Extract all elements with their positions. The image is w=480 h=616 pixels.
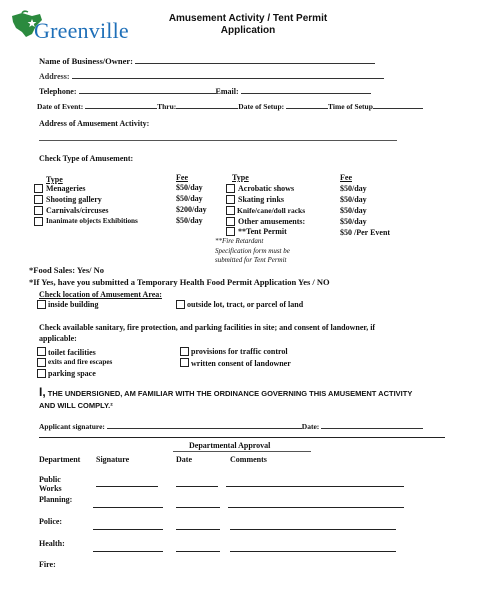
telephone-row	[39, 86, 371, 96]
other-amusements-checkbox[interactable]	[226, 217, 235, 226]
inanimate-objects-fee: $50/day	[176, 216, 203, 225]
acrobatic-shows-fee: $50/day	[340, 184, 367, 193]
shooting-gallery-label: Shooting gallery	[46, 195, 102, 204]
type-header-left: Type	[46, 175, 63, 184]
skating-rinks-label: Skating rinks	[238, 195, 285, 204]
signature-date-field[interactable]	[321, 421, 423, 429]
page-title-line1: Amusement Activity / Tent Permit	[168, 13, 328, 24]
page-title	[148, 13, 348, 37]
health-comments-line[interactable]	[230, 551, 396, 552]
landowner-consent-checkbox[interactable]	[180, 358, 189, 367]
header-comments: Comments	[230, 455, 267, 464]
shooting-gallery-fee: $50/day	[176, 194, 203, 203]
landowner-consent-label: written consent of landowner	[191, 359, 291, 368]
menageries-checkbox[interactable]	[34, 184, 43, 193]
telephone-label: Telephone:	[39, 87, 77, 96]
inanimate-objects-checkbox[interactable]	[34, 217, 43, 226]
carnivals-checkbox[interactable]	[34, 206, 43, 215]
time-setup-field[interactable]	[373, 101, 423, 109]
public-works-date-line[interactable]	[176, 486, 218, 487]
fee-header-right: Fee	[340, 173, 352, 182]
activity-address-field[interactable]	[39, 140, 397, 141]
exits-checkbox[interactable]	[37, 358, 46, 367]
menageries-fee: $50/day	[176, 183, 203, 192]
type-header-right: Type	[232, 173, 249, 182]
dept-health: Health:	[39, 539, 65, 548]
health-permit-question[interactable]: *If Yes, have you submitted a Temporary Health Food Permit Application Yes / NO	[29, 277, 330, 287]
signature-row	[39, 421, 423, 431]
dept-public-works	[39, 475, 62, 493]
knife-cane-doll-racks-label: Knife/cane/doll racks	[237, 206, 306, 215]
time-setup-label: Time of Setup	[328, 102, 373, 111]
applicant-signature-field[interactable]	[107, 421, 302, 429]
planning-comments-line[interactable]	[228, 507, 404, 508]
outside-lot-checkbox[interactable]	[176, 300, 185, 309]
tent-permit-checkbox[interactable]	[226, 227, 235, 236]
parking-label: parking space	[48, 369, 96, 378]
other-amusements-label: Other amusements:	[238, 217, 306, 226]
dept-police: Police:	[39, 517, 63, 526]
business-row	[39, 56, 375, 66]
skating-rinks-checkbox[interactable]	[226, 195, 235, 204]
fire-retardant-note	[215, 237, 290, 266]
address-label: Address:	[39, 72, 70, 81]
activity-address-label: Address of Amusement Activity:	[39, 119, 150, 128]
traffic-control-checkbox[interactable]	[180, 347, 189, 356]
compliance-statement	[39, 386, 412, 412]
fee-header-left: Fee	[176, 173, 188, 182]
dept-fire: Fire:	[39, 560, 56, 569]
thru-field[interactable]	[176, 101, 238, 109]
thru-label: Thru:	[157, 102, 177, 111]
public-works-signature-line[interactable]	[96, 486, 158, 487]
header-signature: Signature	[96, 455, 130, 464]
inanimate-objects-label: Inanimate objects Exhibitions	[46, 217, 138, 225]
public-works-comments-line[interactable]	[226, 486, 404, 487]
tent-permit-fee: $50 /Per Event	[340, 228, 391, 237]
date-setup-field[interactable]	[286, 101, 328, 109]
location-label: Check location of Amusement Area:	[39, 290, 162, 299]
note-line2: Specification form must be	[215, 246, 290, 255]
statement-line1: THE UNDERSIGNED, AM FAMILIAR WITH THE ORDINANCE GOVERNING THIS AMUSEMENT ACTIVITY	[47, 389, 413, 398]
traffic-control-label: provisions for traffic control	[191, 347, 288, 356]
health-date-line[interactable]	[176, 551, 220, 552]
header-date: Date	[176, 455, 192, 464]
food-sales-question[interactable]: *Food Sales: Yes/ No	[29, 265, 105, 275]
carnivals-fee: $200/day	[176, 205, 207, 214]
date-setup-label: Date of Setup:	[238, 102, 285, 111]
knife-cane-doll-racks-fee: $50/day	[340, 206, 367, 215]
logo-text: Greenville	[34, 18, 129, 43]
parking-checkbox[interactable]	[37, 369, 46, 378]
dept-works: Works	[39, 484, 62, 493]
outside-lot-label: outside lot, tract, or parcel of land	[187, 300, 304, 309]
health-signature-line[interactable]	[93, 551, 163, 552]
police-signature-line[interactable]	[93, 529, 163, 530]
page-title-line2: Application	[220, 25, 276, 36]
dept-planning: Planning:	[39, 495, 73, 504]
header-department: Department	[39, 455, 81, 464]
planning-date-line[interactable]	[176, 507, 220, 508]
note-line3: submitted for Tent Permit	[215, 256, 287, 264]
skating-rinks-fee: $50/day	[340, 195, 367, 204]
police-comments-line[interactable]	[230, 529, 396, 530]
business-label: Name of Business/Owner:	[39, 56, 133, 66]
dates-row	[37, 101, 423, 111]
check-type-label: Check Type of Amusement:	[39, 154, 134, 163]
planning-signature-line[interactable]	[93, 507, 163, 508]
facilities-label-line1: Check available sanitary, fire protection, and parking facilities in site; and consent of landowner, if	[39, 323, 376, 332]
knife-cane-doll-racks-checkbox[interactable]	[226, 206, 235, 215]
shooting-gallery-checkbox[interactable]	[34, 195, 43, 204]
date-event-label: Date of Event:	[37, 102, 84, 111]
section-divider	[39, 437, 445, 438]
address-field[interactable]	[72, 71, 384, 79]
inside-building-label: inside building	[48, 300, 99, 309]
date-event-field[interactable]	[85, 101, 157, 109]
address-row	[39, 71, 384, 81]
signature-date-label: Date:	[301, 422, 320, 431]
approval-title-line	[173, 451, 311, 452]
telephone-field[interactable]	[79, 86, 216, 94]
tent-permit-label: **Tent Permit	[238, 227, 287, 236]
city-logo	[10, 8, 150, 50]
other-amusements-fee: $50/day	[340, 217, 367, 226]
toilet-facilities-label: toilet facilities	[48, 348, 96, 357]
exits-label: exits and fire escapes	[48, 358, 113, 366]
facilities-label-line2: applicable:	[39, 334, 77, 343]
dept-public: Public	[39, 475, 61, 484]
email-field[interactable]	[241, 86, 371, 94]
acrobatic-shows-checkbox[interactable]	[226, 184, 235, 193]
carnivals-label: Carnivals/circuses	[46, 206, 109, 215]
applicant-signature-label: Applicant signature:	[39, 422, 105, 431]
toilet-facilities-checkbox[interactable]	[37, 347, 46, 356]
email-label: Email:	[215, 87, 239, 96]
inside-building-checkbox[interactable]	[37, 300, 46, 309]
acrobatic-shows-label: Acrobatic shows	[238, 184, 295, 193]
statement-big-i: I,	[39, 385, 46, 399]
police-date-line[interactable]	[176, 529, 220, 530]
menageries-label: Menageries	[46, 184, 86, 193]
facilities-label	[39, 322, 375, 344]
business-field[interactable]	[135, 56, 375, 64]
note-line1: **Fire Retardant	[215, 237, 264, 245]
approval-title: Departmental Approval	[189, 441, 271, 450]
statement-line2: AND WILL COMPLY.²	[39, 401, 113, 410]
